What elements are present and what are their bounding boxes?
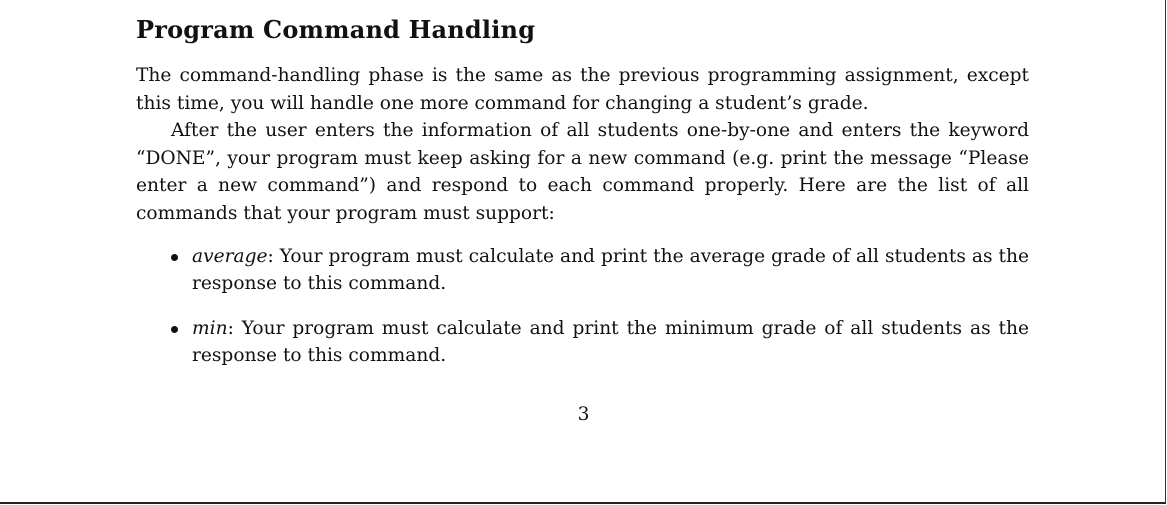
bullet-icon bbox=[171, 254, 178, 261]
command-list bbox=[136, 243, 1029, 370]
command-description: : Your program must calculate and print the average grade of all students as the response to this command. bbox=[192, 245, 1029, 295]
section-title: Program Command Handling bbox=[136, 15, 536, 44]
intro-paragraph: The command-handling phase is the same as the previous programming assignment, except this time, you will handle one more command for changing a student’s grade. bbox=[136, 65, 1029, 114]
bullet-icon bbox=[171, 326, 178, 333]
document-content bbox=[136, 14, 1029, 387]
commands-paragraph: After the user enters the information of all students one-by-one and enters the keyword “DONE”, your program must keep asking for a new command (e.g. print the message “Please enter a new command”) and respond to each command properly. Here are the list of all commands that your program must support: bbox=[136, 120, 1029, 224]
page-number: 3 bbox=[577, 404, 590, 425]
command-item-min bbox=[136, 315, 1029, 370]
command-name: average bbox=[192, 245, 268, 267]
command-name: min bbox=[192, 317, 228, 339]
command-description: : Your program must calculate and print the minimum grade of all students as the response to this command. bbox=[192, 317, 1029, 367]
command-item-average bbox=[136, 243, 1029, 298]
